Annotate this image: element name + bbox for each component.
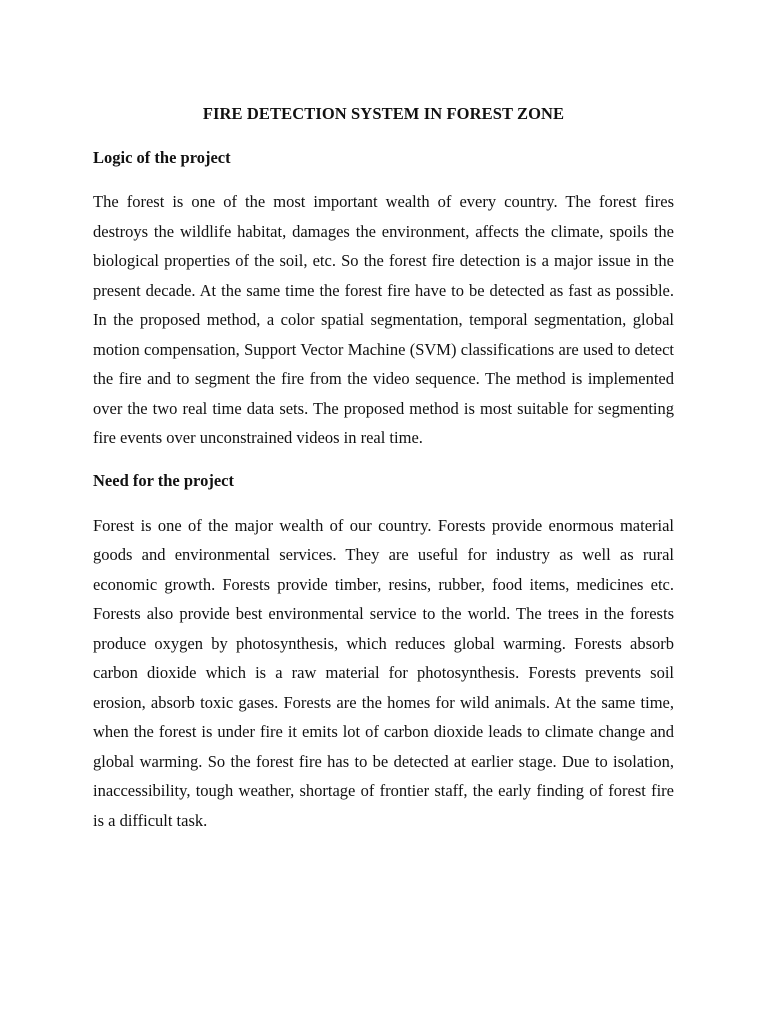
document-title: FIRE DETECTION SYSTEM IN FOREST ZONE (202, 104, 565, 123)
section-body-need: Forest is one of the major wealth of our country. Forests provide enormous material goods and environmental services. They are useful for industry as well as rural economic growth. Forests provide timber, resins, rubber, food items, medicines etc. Forests also provide best environmental service to the world. The trees in the forests produce oxygen by photosynthesis, which reduces global warming. Forests absorb carbon dioxide which is a raw material for photosynthesis. Forests prevents soil erosion, absorb toxic gases. Forests are the homes for wild animals. At the same time, when the forest is under fire it emits lot of carbon dioxide leads to climate change and global warming. So the forest fire has to be detected at earlier stage. Due to isolation, inaccessibility, tough weather, shortage of frontier staff, the early finding of forest fire is a difficult task. (93, 515, 674, 830)
section-body-logic: The forest is one of the most important wealth of every country. The forest fires destroys the wildlife habitat, damages the environment, affects the climate, spoils the biological properties of the soil, etc. So the forest fire detection is a major issue in the present decade. At the same time the forest fire have to be detected as fast as possible. In the proposed method, a color spatial segmentation, temporal segmentation, global motion compensation, Support Vector Machine (SVM) classifications are used to detect the fire and to segment the fire from the video sequence. The method is implemented over the two real time data sets. The proposed method is most suitable for segmenting fire events over unconstrained videos in real time. (93, 192, 674, 447)
section-heading-logic: Logic of the project (93, 148, 231, 167)
section-heading-need: Need for the project (93, 470, 234, 490)
document-page (93, 100, 674, 835)
